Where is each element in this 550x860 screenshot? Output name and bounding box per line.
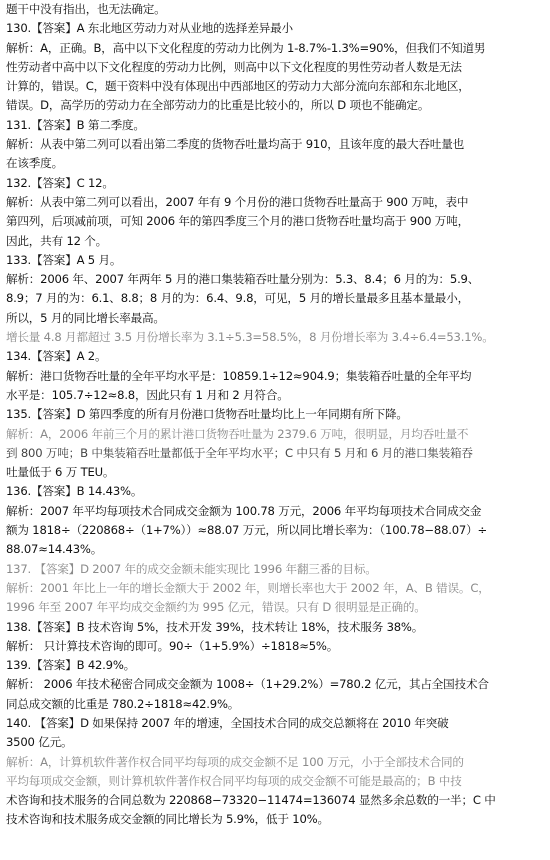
text-line: 解析：A，正确。B，高中以下文化程度的劳动力比例为 1-8.7%-1.3%=90%，但我们不知道男 (6, 40, 486, 55)
text-line: 139.【答案】B 42.9%。 (6, 658, 136, 673)
text-line: 解析：2001 年比上一年的增长金额大于 2002 年，则增长率也大于 2002 年，A、B 错误。C， (6, 580, 490, 595)
text-line: 技术咨询和技术服务成交金额的同比增长为 5.9%，低于 10%。 (6, 812, 329, 827)
text-line: 1996 年至 2007 年平均成交金额约为 995 亿元，错误。只有 D 很明显是正确的。 (6, 600, 426, 615)
text-line: 135.【答案】D 第四季度的所有月份港口货物吞吐量均比上一年同期有所下降。 (6, 407, 408, 422)
text-line: 131.【答案】B 第二季度。 (6, 117, 145, 132)
text-line: 第四列，后项减前项，可知 2006 年的第四季度三个月的港口货物吞吐量均高于 900 万吨， (6, 214, 469, 229)
text-line: 平均每项成交金额，则计算机软件著作权合同平均每项的成交金额不可能是最高的；B 中技 (6, 773, 462, 788)
text-line: 解析：A，计算机软件著作权合同平均每项的成交金额不足 100 万元，小于全部技术合同的 (6, 754, 464, 769)
text-line: 解析：从表中第二列可以看出第二季度的货物吞吐量均高于 910，且该年度的最大吞吐量也 (6, 137, 464, 152)
text-line: 132.【答案】C 12。 (6, 175, 114, 190)
text-line: 增长量 4.8 月都超过 3.5 月份增长率为 3.1÷5.3=58.5%，8 月份增长率为 3.4÷6.4=53.1%。 (6, 330, 494, 345)
text-line: 133.【答案】A 5 月。 (6, 252, 122, 267)
text-line: 88.07≈14.43%。 (6, 542, 103, 557)
text-line: 8.9；7 月的为：6.1、8.8；8 月的为：6.4、9.8，可见，5 月的增长量最多且基本量最小， (6, 291, 469, 306)
text-line: 解析：港口货物吞吐量的全年平均水平是：10859.1÷12≈904.9；集装箱吞吐量的全年平均 (6, 368, 472, 383)
text-line: 题干中没有指出，也无法确定。 (6, 2, 166, 16)
text-line: 因此，共有 12 个。 (6, 233, 108, 248)
text-line: 性劳动者中高中以下文化程度的劳动力比例，则高中以下文化程度的男性劳动者人数是无法 (6, 59, 462, 74)
text-line: 解析： 只计算技术咨询的即可。90÷（1+5.9%）÷1818≈5%。 (6, 638, 339, 653)
text-line: 130.【答案】A 东北地区劳动力对从业地的选择差异最小 (6, 21, 293, 36)
text-line: 134.【答案】A 2。 (6, 349, 107, 364)
text-line: 同总成交额的比重是 780.2÷1818≈42.9%。 (6, 696, 240, 711)
text-line: 额为 1818÷（220868÷（1+7%））≈88.07 万元，所以同比增长率为：（100.78−88.07）÷ (6, 523, 488, 538)
text-line: 140. 【答案】D 如果保持 2007 年的增速，全国技术合同的成交总额将在 2010 年突破 (6, 715, 449, 730)
text-line: 错误。D，高学历的劳动力在全部劳动力的比重是比较小的，所以 D 项也不能确定。 (6, 98, 430, 113)
text-line: 吐量低于 6 万 TEU。 (6, 465, 115, 480)
text-line: 解析：2007 年平均每项技术合同成交金额为 100.78 万元，2006 年平均每项技术合同成交金 (6, 503, 482, 518)
text-line: 在该季度。 (6, 156, 63, 171)
text-line: 水平是：105.7÷12≈8.8，因此只有 1 月和 2 月符合。 (6, 387, 289, 402)
text-line: 解析：2006 年、2007 年两年 5 月的港口集装箱吞吐量分别为：5.3、8.4；6 月的为：5.9、 (6, 272, 480, 287)
text-line: 136.【答案】B 14.43%。 (6, 484, 143, 499)
text-line: 138.【答案】B 技术咨询 5%，技术开发 39%，技术转让 18%，技术服务 38%。 (6, 619, 424, 634)
text-line: 计算的，错误。C，题干资料中没有体现出中西部地区的劳动力大部分流向东部和东北地区， (6, 79, 470, 94)
text-line: 解析：从表中第二列可以看出，2007 年有 9 个月份的港口货物吞吐量高于 900 万吨，表中 (6, 194, 469, 209)
text-line: 术咨询和技术服务的合同总数为 220868−73320−11474=136074 显然多余总数的一半；C 中 (6, 793, 496, 808)
text-line: 3500 亿元。 (6, 735, 73, 750)
text-line: 解析：A，2006 年前三个月的累计港口货物吞吐量为 2379.6 万吨，很明显，月均吞吐量不 (6, 426, 469, 441)
text-line: 所以，5 月的同比增长率最高。 (6, 310, 165, 325)
text-line: 到 800 万吨；B 中集装箱吞吐量都低于全年平均水平；C 中只有 5 月和 6 月的港口集装箱吞 (6, 445, 473, 460)
text-line: 解析： 2006 年技术秘密合同成交金额为 1008÷（1+29.2%）=780.2 亿元，其占全国技术合 (6, 677, 489, 692)
text-line: 137. 【答案】D 2007 年的成交金额未能实现比 1996 年翻三番的目标。 (6, 561, 377, 576)
